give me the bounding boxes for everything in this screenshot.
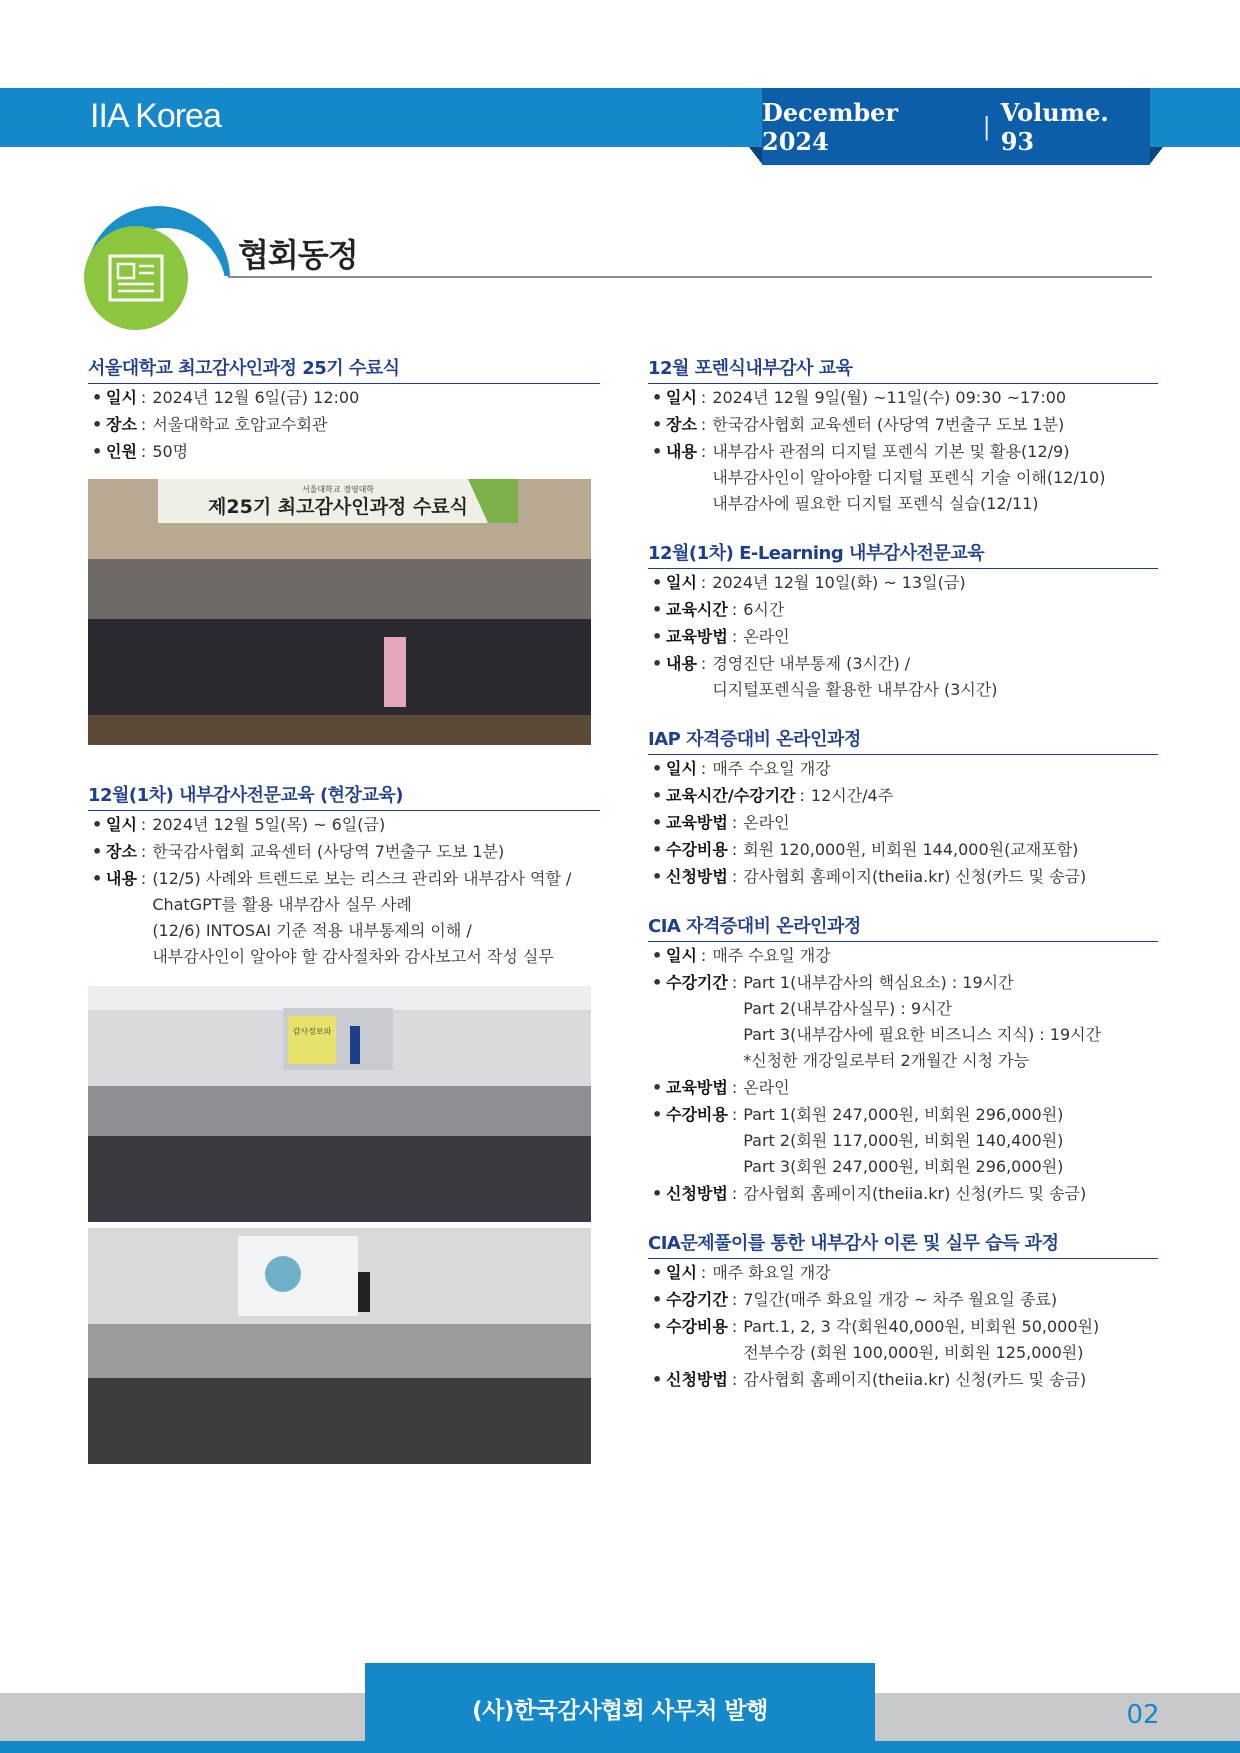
issue-volume: Volume. 93 bbox=[1000, 97, 1109, 156]
info-value: 7일간(매주 화요일 개강 ~ 차주 월요일 종료) bbox=[743, 1290, 1058, 1309]
info-value: 내부감사인이 알아야 할 감사절차와 감사보고서 작성 실무 bbox=[152, 947, 554, 966]
left-column bbox=[88, 354, 600, 1464]
info-value: (12/5) 사례와 트렌드로 보는 리스크 관리와 내부감사 역할 / bbox=[152, 869, 572, 888]
info-key: 내용 bbox=[666, 654, 697, 673]
info-row: • 교육방법 : 온라인 bbox=[648, 1075, 1158, 1101]
page-number: 02 bbox=[1126, 1700, 1160, 1730]
info-value: 내부감사 관점의 디지털 포렌식 기본 및 활용(12/9) bbox=[712, 442, 1070, 461]
info-row: • 수강기간 : 7일간(매주 화요일 개강 ~ 차주 월요일 종료) bbox=[648, 1287, 1158, 1313]
newspaper-icon bbox=[84, 226, 188, 330]
info-value: 2024년 12월 6일(금) 12:00 bbox=[152, 388, 360, 407]
issue-date: December 2024 bbox=[762, 97, 899, 156]
info-row: • 일시 : 2024년 12월 5일(목) ~ 6일(금) bbox=[88, 812, 600, 838]
event-block bbox=[648, 354, 1158, 517]
photo-banner-subtitle: 서울대학교 경영대학 bbox=[301, 485, 375, 494]
event-title: CIA문제풀이를 통한 내부감사 이론 및 실무 습득 과정 bbox=[648, 1229, 1158, 1259]
graduation-group-photo bbox=[88, 479, 591, 745]
info-key: 장소 bbox=[106, 842, 137, 861]
info-key: 장소 bbox=[666, 415, 697, 434]
info-key: 교육방법 bbox=[666, 813, 728, 832]
info-row: • 장소 : 서울대학교 호암교수회관 bbox=[88, 412, 600, 438]
info-value: 경영진단 내부통제 (3시간) / bbox=[712, 654, 911, 673]
photo-screen-text: 감사정보와 bbox=[292, 1027, 332, 1036]
event-title: 12월 포렌식내부감사 교육 bbox=[648, 354, 1158, 384]
classroom-photo-1 bbox=[88, 986, 591, 1222]
info-value: 회원 120,000원, 비회원 144,000원(교재포함) bbox=[743, 840, 1079, 859]
info-value: 2024년 12월 9일(월) ~11일(수) 09:30 ~17:00 bbox=[712, 388, 1067, 407]
info-value: 내부감사에 필요한 디지털 포렌식 실습(12/11) bbox=[712, 494, 1039, 513]
photo-banner-title: 제25기 최고감사인과정 수료식 bbox=[208, 496, 468, 518]
info-key: 신청방법 bbox=[666, 867, 728, 886]
event-block bbox=[648, 912, 1158, 1207]
right-column bbox=[648, 354, 1158, 1415]
info-row: • 신청방법 : 감사협회 홈페이지(theiia.kr) 신청(카드 및 송금) bbox=[648, 1367, 1158, 1393]
event-title: IAP 자격증대비 온라인과정 bbox=[648, 725, 1158, 755]
info-value: Part 1(회원 247,000원, 비회원 296,000원) bbox=[743, 1105, 1064, 1124]
info-row: • 수강기간 : Part 1(내부감사의 핵심요소) : 19시간 Part 2(내부감사실무) : 9시간 Part 3(내부감사에 필요한 비즈니스 지식) : 19시간 *신청한 개강일로부터 2개월간 시청 가능 bbox=[648, 970, 1158, 1074]
info-row: • 신청방법 : 감사협회 홈페이지(theiia.kr) 신청(카드 및 송금) bbox=[648, 1181, 1158, 1207]
info-row: • 교육시간/수강기간 : 12시간/4주 bbox=[648, 783, 1158, 809]
issue-badge bbox=[762, 88, 1150, 165]
info-row: • 일시 : 매주 수요일 개강 bbox=[648, 756, 1158, 782]
info-row: • 수강비용 : 회원 120,000원, 비회원 144,000원(교재포함) bbox=[648, 837, 1158, 863]
info-value: 6시간 bbox=[743, 600, 785, 619]
info-key: 내용 bbox=[106, 869, 137, 888]
info-value: Part 1(내부감사의 핵심요소) : 19시간 bbox=[743, 973, 1014, 992]
info-value: 매주 화요일 개강 bbox=[712, 1263, 831, 1282]
info-key: 교육시간/수강기간 bbox=[666, 786, 796, 805]
info-key: 수강비용 bbox=[666, 1317, 728, 1336]
event-title: CIA 자격증대비 온라인과정 bbox=[648, 912, 1158, 942]
info-value: 매주 수요일 개강 bbox=[712, 946, 831, 965]
info-value: 한국감사협회 교육센터 (사당역 7번출구 도보 1분) bbox=[152, 842, 505, 861]
info-row: • 일시 : 2024년 12월 6일(금) 12:00 bbox=[88, 385, 600, 411]
info-key: 교육방법 bbox=[666, 1078, 728, 1097]
info-row: • 장소 : 한국감사협회 교육센터 (사당역 7번출구 도보 1분) bbox=[648, 412, 1158, 438]
info-row: • 인원 : 50명 bbox=[88, 439, 600, 465]
info-row: • 장소 : 한국감사협회 교육센터 (사당역 7번출구 도보 1분) bbox=[88, 839, 600, 865]
info-key: 일시 bbox=[106, 388, 137, 407]
info-value: 온라인 bbox=[743, 627, 790, 646]
ribbon-fold-right bbox=[1150, 147, 1163, 164]
info-value: 한국감사협회 교육센터 (사당역 7번출구 도보 1분) bbox=[712, 415, 1065, 434]
info-key: 수강비용 bbox=[666, 1105, 728, 1124]
info-row: • 내용 : 경영진단 내부통제 (3시간) / 디지털포렌식을 활용한 내부감사 (3시간) bbox=[648, 651, 1158, 703]
info-value: 매주 수요일 개강 bbox=[712, 759, 831, 778]
event-block bbox=[88, 781, 600, 970]
info-key: 수강비용 bbox=[666, 840, 728, 859]
info-key: 수강기간 bbox=[666, 1290, 728, 1309]
ribbon-fold-left bbox=[749, 147, 762, 164]
info-value: 12시간/4주 bbox=[810, 786, 894, 805]
brand-logo: IIA Korea bbox=[90, 97, 221, 135]
info-value: 감사협회 홈페이지(theiia.kr) 신청(카드 및 송금) bbox=[743, 1370, 1087, 1389]
info-row: • 교육방법 : 온라인 bbox=[648, 810, 1158, 836]
info-key: 일시 bbox=[666, 946, 697, 965]
info-value: Part 3(회원 247,000원, 비회원 296,000원) bbox=[743, 1157, 1064, 1176]
event-block bbox=[648, 539, 1158, 703]
info-row: • 교육시간 : 6시간 bbox=[648, 597, 1158, 623]
info-value: 감사협회 홈페이지(theiia.kr) 신청(카드 및 송금) bbox=[743, 867, 1087, 886]
info-value: 서울대학교 호암교수회관 bbox=[152, 415, 328, 434]
info-row: • 수강비용 : Part.1, 2, 3 각(회원40,000원, 비회원 50,000원) 전부수강 (회원 100,000원, 비회원 125,000원) bbox=[648, 1314, 1158, 1366]
classroom-photo-2 bbox=[88, 1228, 591, 1464]
info-row: • 교육방법 : 온라인 bbox=[648, 624, 1158, 650]
info-value: 내부감사인이 알아야할 디지털 포렌식 기술 이해(12/10) bbox=[712, 468, 1106, 487]
info-value: *신청한 개강일로부터 2개월간 시청 가능 bbox=[743, 1051, 1030, 1070]
event-title: 서울대학교 최고감사인과정 25기 수료식 bbox=[88, 354, 600, 384]
event-block bbox=[88, 354, 600, 465]
info-value: Part 2(내부감사실무) : 9시간 bbox=[743, 999, 952, 1018]
info-value: Part.1, 2, 3 각(회원40,000원, 비회원 50,000원) bbox=[743, 1317, 1100, 1336]
info-value: 디지털포렌식을 활용한 내부감사 (3시간) bbox=[712, 680, 998, 699]
info-value: ChatGPT를 활용 내부감사 실무 사례 bbox=[152, 895, 412, 914]
info-key: 신청방법 bbox=[666, 1184, 728, 1203]
event-title: 12월(1차) 내부감사전문교육 (현장교육) bbox=[88, 781, 600, 811]
info-value: Part 3(내부감사에 필요한 비즈니스 지식) : 19시간 bbox=[743, 1025, 1102, 1044]
info-key: 내용 bbox=[666, 442, 697, 461]
event-block bbox=[648, 725, 1158, 890]
info-row: • 일시 : 2024년 12월 9일(월) ~11일(수) 09:30 ~17:00 bbox=[648, 385, 1158, 411]
info-key: 일시 bbox=[106, 815, 137, 834]
info-key: 신청방법 bbox=[666, 1370, 728, 1389]
issue-separator: | bbox=[982, 112, 991, 141]
info-key: 수강기간 bbox=[666, 973, 728, 992]
info-row: • 내용 : (12/5) 사례와 트렌드로 보는 리스크 관리와 내부감사 역할 / ChatGPT를 활용 내부감사 실무 사례 (12/6) INTOSAI 기준 적용 내부통제의 이해 / 내부감사인이 알아야 할 감사절차와 감사보고서 작성 실무 bbox=[88, 866, 600, 970]
info-value: 온라인 bbox=[743, 1078, 790, 1097]
info-value: Part 2(회원 117,000원, 비회원 140,400원) bbox=[743, 1131, 1064, 1150]
section-title: 협회동정 bbox=[238, 236, 358, 274]
info-value: 2024년 12월 10일(화) ~ 13일(금) bbox=[712, 573, 966, 592]
info-value: 50명 bbox=[152, 442, 189, 461]
info-key: 일시 bbox=[666, 388, 697, 407]
publisher-label: (사)한국감사협회 사무처 발행 bbox=[365, 1663, 875, 1753]
info-key: 교육방법 bbox=[666, 627, 728, 646]
info-row: • 일시 : 매주 화요일 개강 bbox=[648, 1260, 1158, 1286]
info-value: 온라인 bbox=[743, 813, 790, 832]
info-value: 전부수강 (회원 100,000원, 비회원 125,000원) bbox=[743, 1343, 1084, 1362]
info-row: • 신청방법 : 감사협회 홈페이지(theiia.kr) 신청(카드 및 송금) bbox=[648, 864, 1158, 890]
event-title: 12월(1차) E-Learning 내부감사전문교육 bbox=[648, 539, 1158, 569]
info-row: • 일시 : 매주 수요일 개강 bbox=[648, 943, 1158, 969]
info-key: 교육시간 bbox=[666, 600, 728, 619]
info-key: 일시 bbox=[666, 573, 697, 592]
info-key: 일시 bbox=[666, 759, 697, 778]
info-key: 장소 bbox=[106, 415, 137, 434]
info-value: 2024년 12월 5일(목) ~ 6일(금) bbox=[152, 815, 386, 834]
info-key: 일시 bbox=[666, 1263, 697, 1282]
info-row: • 수강비용 : Part 1(회원 247,000원, 비회원 296,000원) Part 2(회원 117,000원, 비회원 140,400원) Part 3(회원 247,000원, 비회원 296,000원) bbox=[648, 1102, 1158, 1180]
section-divider bbox=[228, 276, 1152, 278]
event-block bbox=[648, 1229, 1158, 1393]
info-key: 인원 bbox=[106, 442, 137, 461]
info-row: • 일시 : 2024년 12월 10일(화) ~ 13일(금) bbox=[648, 570, 1158, 596]
info-value: (12/6) INTOSAI 기준 적용 내부통제의 이해 / bbox=[152, 921, 472, 940]
info-value: 감사협회 홈페이지(theiia.kr) 신청(카드 및 송금) bbox=[743, 1184, 1087, 1203]
info-row: • 내용 : 내부감사 관점의 디지털 포렌식 기본 및 활용(12/9) 내부감사인이 알아야할 디지털 포렌식 기술 이해(12/10) 내부감사에 필요한 디지털 포렌식 실습(12/11) bbox=[648, 439, 1158, 517]
